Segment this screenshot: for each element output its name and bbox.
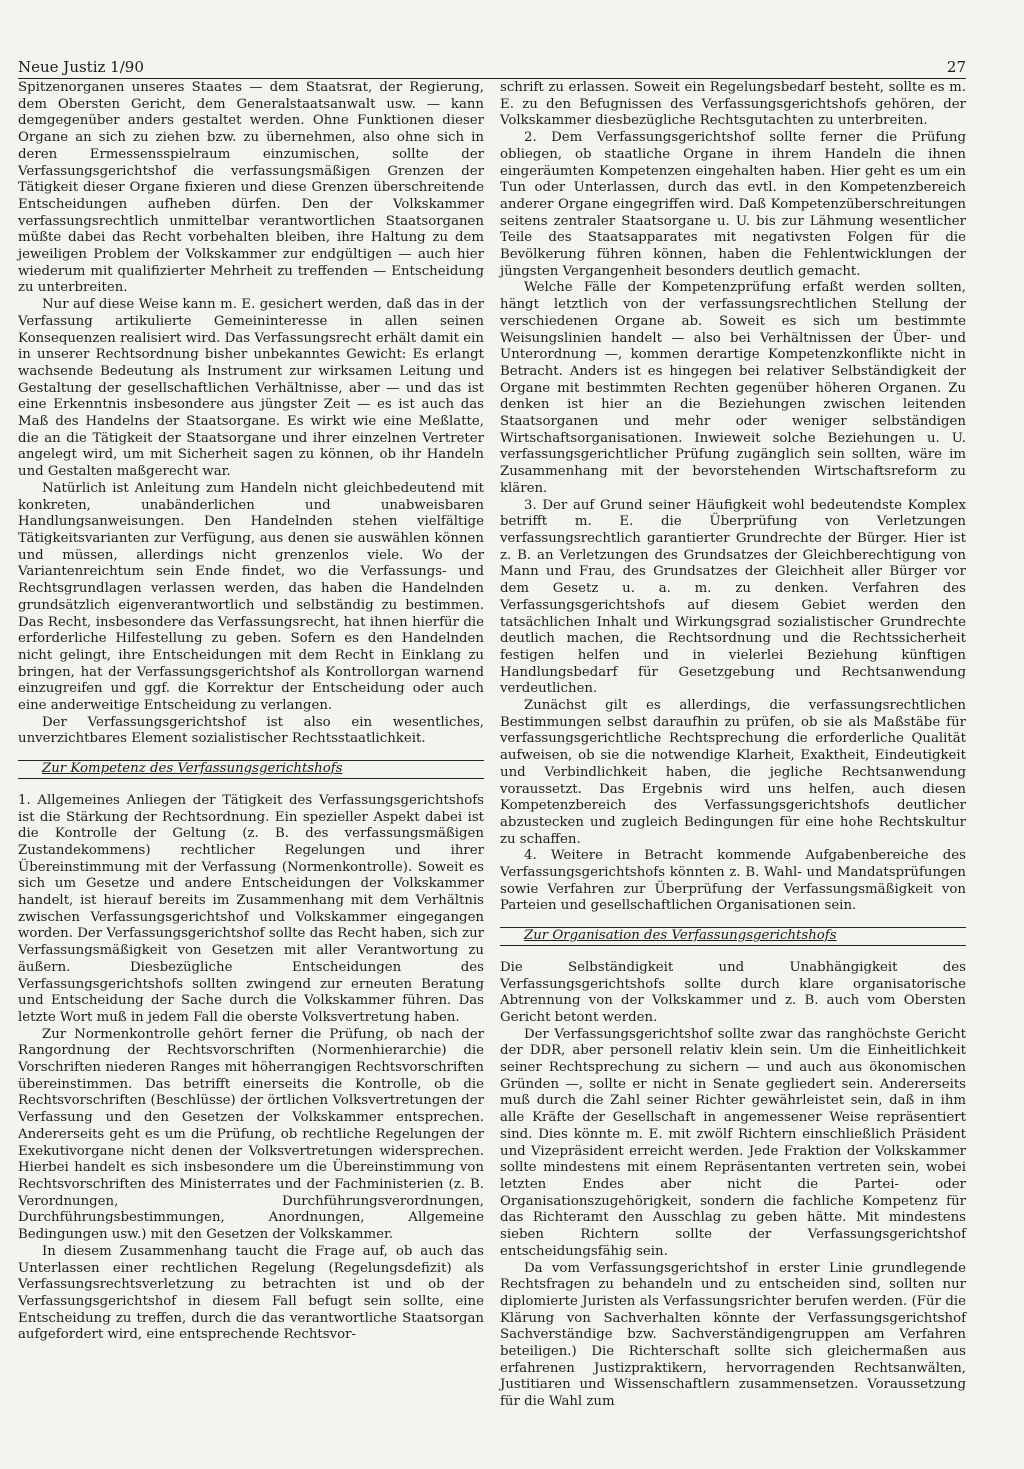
paragraph: Der Verfassungsgerichtshof sollte zwar das ranghöchste Gericht der DDR, aber personell relativ klein sein. Um die Einheitlichkeit seiner Rechtsprechung zu sichern — und auch aus ökonomischen Gründen —, sollte er nicht in Senate gegliedert sein. Andererseits muß durch die Zahl seiner Richter gewährleistet sein, daß in ihm alle Kräfte der Gesellschaft in angemessener Weise repräsentiert sind. Dies könnte m. E. mit zwölf Richtern einschließlich Präsident und Vizepräsident erreicht werden. Jede Fraktion der Volkskammer sollte mindestens mit einem Repräsentanten vertreten sein, wobei letzten Endes aber nicht die Partei- oder Organisationszugehörigkeit, sondern die fachliche Kompetenz für das Richteramt den Ausschlag zu geben hätte. Mit mindestens sieben Richtern sollte der Verfassungsgerichtshof entscheidungsfähig sein.: [500, 1026, 966, 1259]
paragraph: In diesem Zusammenhang taucht die Frage auf, ob auch das Unterlassen einer rechtlichen Regelung (Regelungsdefizit) als Verfassungsrechtsverletzung zu betrachten ist und ob der Verfassungsgerichtshof in diesem Fall befugt sein sollte, eine Entscheidung zu treffen, durch die das verantwortliche Staatsorgan aufgefordert wird, eine entsprechende Rechtsvor-: [18, 1243, 484, 1343]
left-column: [18, 80, 484, 1344]
paragraph: 1. Allgemeines Anliegen der Tätigkeit des Verfassungsgerichtshofs ist die Stärkung der Rechtsordnung. Ein spezieller Aspekt dabei ist die Kontrolle der Geltung (z. B. des verfassungsmäßigen Zustandekommens) rechtlicher Regelungen und ihrer Übereinstimmung mit der Verfassung (Normenkontrolle). Soweit es sich um Gesetze und andere Entscheidungen der Volkskammer handelt, ist hierauf bereits im Zusammenhang mit dem Verhältnis zwischen Verfassungsgerichtshof und Volkskammer eingegangen worden. Der Verfassungsgerichtshof sollte das Recht haben, sich zur Verfassungsmäßigkeit von Gesetzen mit aller Verantwortung zu äußern. Diesbezügliche Entscheidungen des Verfassungsgerichtshofs sollten zwingend zur erneuten Beratung und Entscheidung der Sache durch die Volkskammer führen. Das letzte Wort muß in jedem Fall die oberste Volksvertretung haben.: [18, 792, 484, 1025]
right-column: [500, 80, 966, 1411]
paragraph: Die Selbständigkeit und Unabhängigkeit des Verfassungsgerichtshofs sollte durch klare organisatorische Abtrennung von der Volkskammer und z. B. auch vom Obersten Gericht betont werden.: [500, 959, 966, 1025]
section-heading-kompetenz: Zur Kompetenz des Verfassungsgerichtshofs: [42, 761, 343, 777]
paragraph: 3. Der auf Grund seiner Häufigkeit wohl bedeutendste Komplex betrifft m. E. die Überprüfung von Verletzungen verfassungsrechtlich garantierter Grundrechte der Bürger. Hier ist z. B. an Verletzungen des Grundsatzes der Gleichberechtigung von Mann und Frau, des Grundsatzes der Gleichheit aller Bürger vor dem Gesetz u. a. m. zu denken. Verfahren des Verfassungsgerichtshofs auf diesem Gebiet werden den tatsächlichen Inhalt und Wirkungsgrad sozialistischer Grundrechte deutlich machen, die Rechtsordnung und die Rechtssicherheit festigen helfen und in vielerlei Beziehung künftigen Handlungsbedarf für Gesetzgebung und Rechtsanwendung verdeutlichen.: [500, 497, 966, 697]
paragraph: 2. Dem Verfassungsgerichtshof sollte ferner die Prüfung obliegen, ob staatliche Organe in ihrem Handeln die ihnen eingeräumten Kompetenzen eingehalten haben. Hier geht es um ein Tun oder Unterlassen, durch das evtl. in den Kompetenzbereich anderer Organe eingegriffen wird. Daß Kompetenzüberschreitungen seitens zentraler Staatsorgane u. U. bis zur Lähmung wesentlicher Teile des Staatsapparates mit negativsten Folgen für die Bevölkerung führen können, haben die Fehlentwicklungen der jüngsten Vergangenheit besonders deutlich gemacht.: [500, 130, 966, 279]
paragraph: Natürlich ist Anleitung zum Handeln nicht gleichbedeutend mit konkreten, unabänderlichen und unabweisbaren Handlungsanweisungen. Den Handelnden stehen vielfältige Tätigkeitsvarianten zur Verfügung, aus denen sie auswählen können und müssen, allerdings nicht grenzenlos viele. Wo der Variantenreichtum sein Ende findet, wo die Verfassungs- und Rechtsgrundlagen verlassen werden, das haben die Handelnden grundsätzlich eigenverantwortlich und selbständig zu bestimmen. Das Recht, insbesondere das Verfassungsrecht, hat ihnen hierfür die erforderliche Hilfestellung zu geben. Sofern es den Handelnden nicht gelingt, ihre Entscheidungen mit dem Recht in Einklang zu bringen, hat der Verfassungsgerichtshof als Kontrollorgan warnend einzugreifen und ggf. die Korrektur der Entscheidung oder auch eine anderweitige Entscheidung zu verlangen.: [18, 480, 484, 714]
journal-title: Neue Justiz 1/90: [18, 58, 144, 76]
paragraph: Welche Fälle der Kompetenzprüfung erfaßt werden sollten, hängt letztlich von der verfassungsrechtlichen Stellung der verschiedenen Organe ab. Soweit es sich um bestimmte Weisungslinien handelt — also bei Verhältnissen der Über- und Unterordnung —, kommen derartige Kompetenzkonflikte nicht in Betracht. Anders ist es hingegen bei relativer Selbständigkeit der Organe mit bestimmten Rechten gegenüber höheren Organen. Zu denken ist hier an die Beziehungen zwischen leitenden Staatsorganen und mehr oder weniger selbständigen Wirtschaftsorganisationen. Inwieweit solche Beziehungen u. U. verfassungsgerichtlicher Prüfung zugänglich sein sollten, wäre im Zusammenhang mit der bevorstehenden Wirtschaftsreform zu klären.: [500, 280, 966, 496]
paragraph: schrift zu erlassen. Soweit ein Regelungsbedarf besteht, sollte es m. E. zu den Befugnissen des Verfassungsgerichtshofs gehören, der Volkskammer diesbezügliche Rechtsgutachten zu unterbreiten.: [500, 80, 966, 129]
section-divider: [500, 945, 966, 946]
paragraph: Zunächst gilt es allerdings, die verfassungsrechtlichen Bestimmungen selbst daraufhin zu prüfen, ob sie als Maßstäbe für verfassungsgerichtliche Rechtsprechung die erforderliche Qualität aufweisen, ob sie die notwendige Klarheit, Exaktheit, Eindeutigkeit und Verbindlichkeit haben, die jegliche Rechtsanwendung voraussetzt. Das Ergebnis wird uns helfen, auch diesen Kompetenzbereich des Verfassungsgerichtshofs deutlicher abzustecken und zugleich Bedingungen für eine hohe Rechtskultur zu schaffen.: [500, 698, 966, 847]
paragraph: 4. Weitere in Betracht kommende Aufgabenbereiche des Verfassungsgerichtshofs könnten z. B. Wahl- und Mandatsprüfungen sowie Verfahren zur Überprüfung der Verfassungsmäßigkeit von Parteien und gesellschaftlichen Organisationen sein.: [500, 848, 966, 914]
section-divider: [18, 778, 484, 779]
page-number: 27: [946, 58, 966, 76]
page-header: [18, 52, 966, 79]
paragraph: Spitzenorganen unseres Staates — dem Staatsrat, der Regierung, dem Obersten Gericht, dem Generalstaatsanwalt usw. — kann demgegenüber anders gestaltet werden. Ohne Funktionen dieser Organe an sich zu ziehen bzw. zu übernehmen, also ohne sich in deren Ermessensspielraum einzumischen, sollte der Verfassungsgerichtshof die verfassungsmäßigen Grenzen der Tätigkeit dieser Organe fixieren und diese Grenzen überschreitende Entscheidungen aufheben dürfen. Den der Volkskammer verfassungsrechtlich unmittelbar verantwortlichen Staatsorganen müßte dabei das Recht vorbehalten bleiben, ihre Haltung zu dem jeweiligen Problem der Volkskammer zur endgültigen — auch hier wiederum mit qualifizierter Mehrheit zu treffenden — Entscheidung zu unterbreiten.: [18, 80, 484, 296]
paragraph: Der Verfassungsgerichtshof ist also ein wesentliches, unverzichtbares Element sozialistischer Rechtsstaatlichkeit.: [18, 714, 484, 747]
paragraph: Zur Normenkontrolle gehört ferner die Prüfung, ob nach der Rangordnung der Rechtsvorschriften (Normenhierarchie) die Vorschriften niederen Ranges mit höherrangigen Rechtsvorschriften übereinstimmen. Das betrifft einerseits die Kontrolle, ob die Rechtsvorschriften (Beschlüsse) der örtlichen Volksvertretungen der Verfassung und den Gesetzen der Volkskammer entsprechen. Andererseits geht es um die Prüfung, ob rechtliche Regelungen der Exekutivorgane nicht denen der Volksvertretungen widersprechen. Hierbei handelt es sich insbesondere um die Übereinstimmung von Rechtsvorschriften des Ministerrates und der Fachministerien (z. B. Verordnungen, Durchführungsverordnungen, Durchführungsbestimmungen, Anordnungen, Allgemeine Bedingungen usw.) mit den Gesetzen der Volkskammer.: [18, 1026, 484, 1243]
paragraph: Da vom Verfassungsgerichtshof in erster Linie grundlegende Rechtsfragen zu behandeln und zu entscheiden sind, sollten nur diplomierte Juristen als Verfassungsrichter berufen werden. (Für die Klärung von Sachverhalten könnte der Verfassungsgerichtshof Sachverständige bzw. Sachverständigengruppen am Verfahren beteiligen.) Die Richterschaft sollte sich gleichermaßen aus erfahrenen Justizpraktikern, hervorragenden Rechtsanwälten, Justitiaren und Wissenschaftlern zusammensetzen. Voraussetzung für die Wahl zum: [500, 1260, 966, 1410]
section-heading-organisation: Zur Organisation des Verfassungsgerichtshofs: [524, 928, 837, 944]
paragraph: Nur auf diese Weise kann m. E. gesichert werden, daß das in der Verfassung artikulierte Gemeininteresse in allen seinen Konsequenzen realisiert wird. Das Verfassungsrecht erhält damit ein in unserer Rechtsordnung bisher unbekanntes Gewicht: Es erlangt wachsende Bedeutung als Instrument zur wirksamen Leitung und Gestaltung der gesellschaftlichen Verhältnisse, aber — und das ist eine Erkenntnis insbesondere aus jüngster Zeit — es ist auch das Maß des Handelns der Staatsorgane. Es wirkt wie eine Meßlatte, die an die Tätigkeit der Staatsorgane und ihrer einzelnen Vertreter angelegt wird, um mit Sicherheit sagen zu können, ob ihr Handeln und Gestalten maßgerecht war.: [18, 297, 484, 480]
